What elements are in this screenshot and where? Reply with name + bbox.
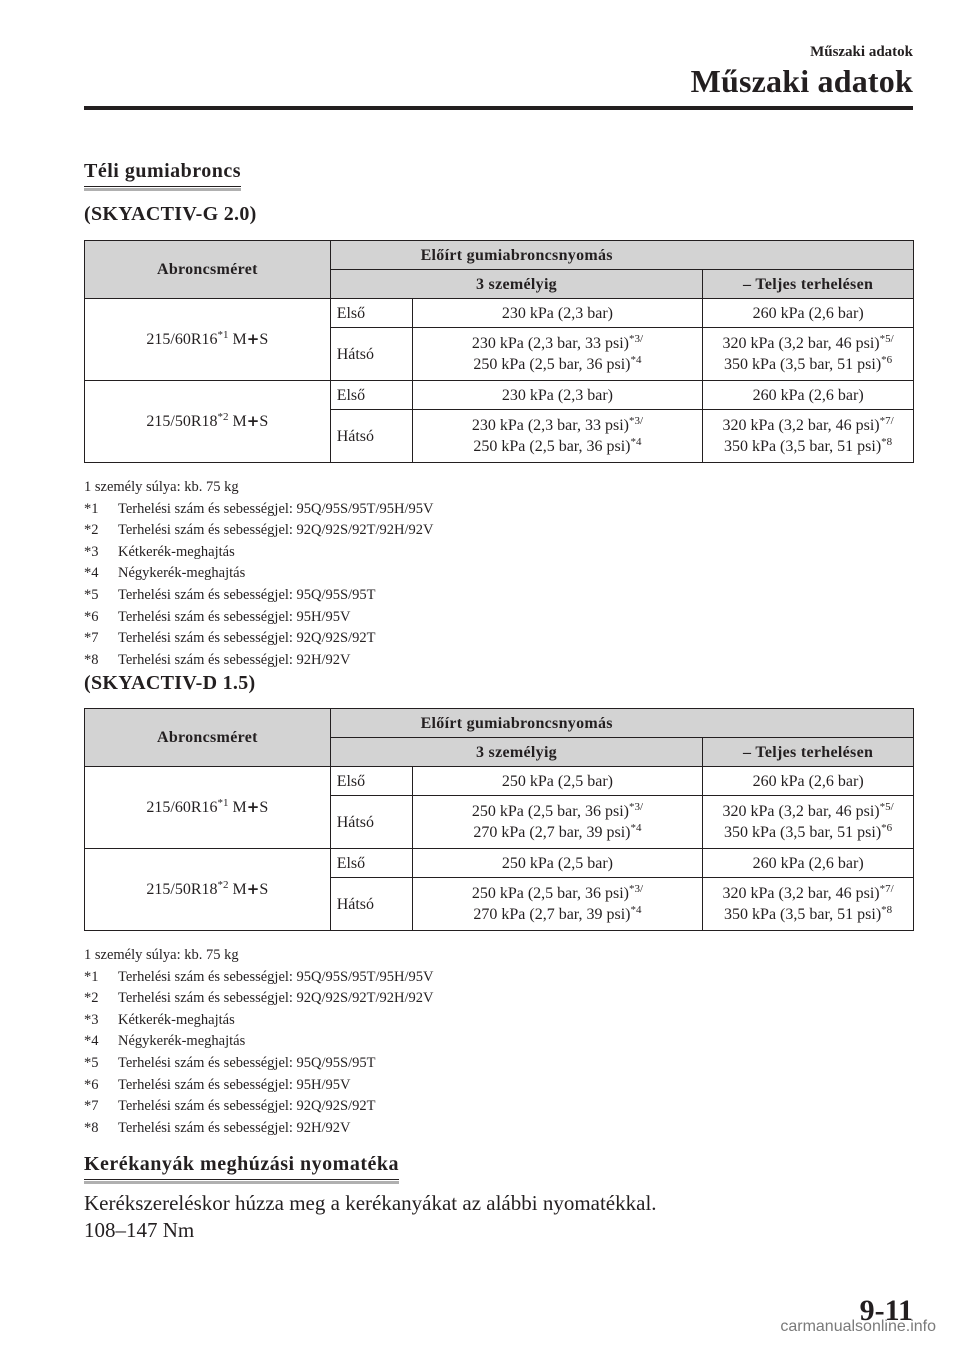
list-item: 1 személy súlya: kb. 75 kg: [84, 479, 239, 495]
list-item: *2 Terhelési szám és sebességjel: 92Q/92S/92T/92H/92V: [84, 990, 434, 1007]
header-pressure: Előírt gumiabroncsnyomás: [330, 241, 703, 270]
table-row: [85, 299, 914, 328]
value-cell: 260 kPa (2,6 bar): [703, 381, 914, 410]
rear-label: Hátsó: [330, 878, 412, 931]
value-cell: 260 kPa (2,6 bar): [703, 849, 914, 878]
list-item: *6 Terhelési szám és sebességjel: 95H/95V: [84, 1076, 351, 1093]
list-item: *3 Kétkerék-meghajtás: [84, 543, 235, 560]
subsection-title-d15: (SKYACTIV-D 1.5): [84, 672, 256, 694]
header-pressure: Előírt gumiabroncsnyomás: [330, 709, 703, 738]
tyre-size-cell: 215/60R16$^{*1}$ M+S: [85, 767, 331, 849]
pressure-table-d15: [84, 708, 914, 931]
header-up-to-3: 3 személyig: [330, 270, 703, 299]
table-row: [85, 381, 914, 410]
value-cell: 250 kPa (2,5 bar, 36 psi)$^{*3/}$ 270 kPa (2,7 bar, 39 psi)$^{*4}$: [412, 796, 703, 849]
list-item: *8 Terhelési szám és sebességjel: 92H/92V: [84, 651, 351, 668]
value-cell: 320 kPa (3,2 bar, 46 psi)$^{*7/}$ 350 kPa (3,5 bar, 51 psi)$^{*8}$: [703, 410, 914, 463]
plus-icon: +: [246, 412, 260, 430]
table-row: [85, 767, 914, 796]
watermark: carmanualsonline.info: [780, 1318, 936, 1335]
list-item: *4 Négykerék-meghajtás: [84, 565, 246, 582]
value-cell: 260 kPa (2,6 bar): [703, 767, 914, 796]
tyre-size-cell: 215/60R16$^{*1}$ M+S: [85, 299, 331, 381]
front-label: Első: [330, 381, 412, 410]
value-cell: 320 kPa (3,2 bar, 46 psi)$^{*5/}$ 350 kPa (3,5 bar, 51 psi)$^{*6}$: [703, 328, 914, 381]
rear-label: Hátsó: [330, 328, 412, 381]
list-item: *7 Terhelési szám és sebességjel: 92Q/92S/92T: [84, 1098, 376, 1115]
header-rule: [84, 106, 913, 110]
list-item: *1 Terhelési szám és sebességjel: 95Q/95S/95T/95H/95V: [84, 968, 434, 985]
list-item: *6 Terhelési szám és sebességjel: 95H/95V: [84, 608, 351, 625]
pressure-table-g20: [84, 240, 914, 463]
footnotes-d15: [84, 945, 434, 1139]
plus-icon: +: [246, 798, 260, 816]
footnotes-g20: [84, 477, 434, 671]
value-cell: 230 kPa (2,3 bar, 33 psi)$^{*3/}$ 250 kPa (2,5 bar, 36 psi)$^{*4}$: [412, 328, 703, 381]
header-tyre-size: Abroncsméret: [85, 241, 331, 299]
list-item: 1 személy súlya: kb. 75 kg: [84, 947, 239, 963]
rear-label: Hátsó: [330, 796, 412, 849]
list-item: *2 Terhelési szám és sebességjel: 92Q/92S/92T/92H/92V: [84, 522, 434, 539]
plus-icon: +: [246, 880, 260, 898]
rear-label: Hátsó: [330, 410, 412, 463]
header-small-title: Műszaki adatok: [810, 44, 913, 60]
value-cell: 260 kPa (2,6 bar): [703, 299, 914, 328]
header-tyre-size: Abroncsméret: [85, 709, 331, 767]
tyre-size-cell: 215/50R18$^{*2}$ M+S: [85, 381, 331, 463]
value-cell: 230 kPa (2,3 bar, 33 psi)$^{*3/}$ 250 kPa (2,5 bar, 36 psi)$^{*4}$: [412, 410, 703, 463]
value-cell: 320 kPa (3,2 bar, 46 psi)$^{*5/}$ 350 kPa (3,5 bar, 51 psi)$^{*6}$: [703, 796, 914, 849]
table-row: [85, 849, 914, 878]
value-cell: 250 kPa (2,5 bar): [412, 767, 703, 796]
section-title-wheel-nut-torque: Kerékanyák meghúzási nyomatéka: [84, 1153, 399, 1180]
torque-value: 108–147 Nm: [84, 1218, 195, 1242]
list-item: *8 Terhelési szám és sebességjel: 92H/92V: [84, 1119, 351, 1136]
plus-icon: +: [246, 330, 260, 348]
page-number: 9-11: [859, 1294, 913, 1327]
front-label: Első: [330, 299, 412, 328]
header-full-load: – Teljes terhelésen: [703, 738, 914, 767]
value-cell: 250 kPa (2,5 bar, 36 psi)$^{*3/}$ 270 kPa (2,7 bar, 39 psi)$^{*4}$: [412, 878, 703, 931]
front-label: Első: [330, 849, 412, 878]
list-item: *1 Terhelési szám és sebességjel: 95Q/95S/95T/95H/95V: [84, 500, 434, 517]
front-label: Első: [330, 767, 412, 796]
header-up-to-3: 3 személyig: [330, 738, 703, 767]
header-full-load: – Teljes terhelésen: [703, 270, 914, 299]
section-title-winter-tyres: Téli gumiabroncs: [84, 160, 241, 187]
torque-instruction: Kerékszereléskor húzza meg a kerékanyákat az alábbi nyomatékkal.: [84, 1191, 657, 1215]
value-cell: 230 kPa (2,3 bar): [412, 299, 703, 328]
list-item: *4 Négykerék-meghajtás: [84, 1033, 246, 1050]
list-item: *7 Terhelési szám és sebességjel: 92Q/92S/92T: [84, 630, 376, 647]
list-item: *5 Terhelési szám és sebességjel: 95Q/95S/95T: [84, 1054, 376, 1071]
value-cell: 230 kPa (2,3 bar): [412, 381, 703, 410]
tyre-size-cell: 215/50R18$^{*2}$ M+S: [85, 849, 331, 931]
value-cell: 320 kPa (3,2 bar, 46 psi)$^{*7/}$ 350 kPa (3,5 bar, 51 psi)$^{*8}$: [703, 878, 914, 931]
header-title: Műszaki adatok: [690, 63, 913, 99]
list-item: *3 Kétkerék-meghajtás: [84, 1011, 235, 1028]
subsection-title-g20: (SKYACTIV-G 2.0): [84, 203, 257, 225]
value-cell: 250 kPa (2,5 bar): [412, 849, 703, 878]
list-item: *5 Terhelési szám és sebességjel: 95Q/95S/95T: [84, 586, 376, 603]
